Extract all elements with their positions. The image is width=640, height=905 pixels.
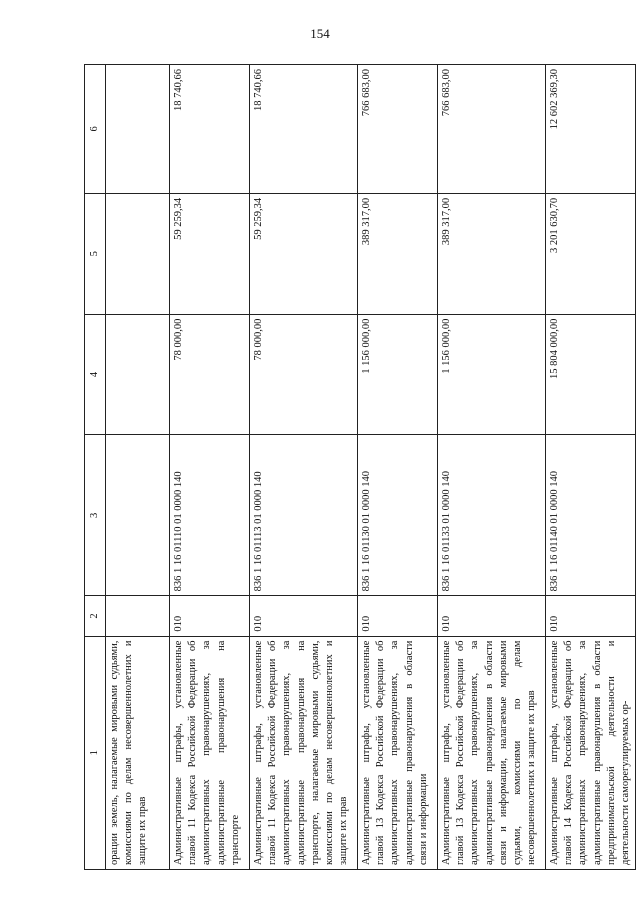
row-name: орации земель, налагаемые мировыми судьями, комиссиями по делам несовершеннолетних и защите их прав [106, 636, 170, 869]
row-col5 [106, 193, 170, 314]
row-kbk: 836 1 16 01130 01 0000 140 [358, 435, 438, 596]
row-kbk [106, 435, 170, 596]
row-kbk: 836 1 16 01140 01 0000 140 [546, 435, 636, 596]
table-row [170, 65, 250, 870]
row-col4: 15 804 000,00 [546, 314, 636, 435]
table-row [546, 65, 636, 870]
row-col6: 766 683,00 [438, 65, 546, 194]
row-col4: 1 156 000,00 [358, 314, 438, 435]
row-col5: 59 259,34 [250, 193, 358, 314]
row-col5: 3 201 630,70 [546, 193, 636, 314]
row-col6: 766 683,00 [358, 65, 438, 194]
header-col-6: 6 [85, 65, 106, 194]
row-name: Административные штрафы, установленные главой 11 Кодекса Российской Федерации об административных правонарушениях, за административные правонарушения на транспорте [170, 636, 250, 869]
header-col-1: 1 [85, 636, 106, 869]
header-col-5: 5 [85, 193, 106, 314]
row-kbk: 836 1 16 01113 01 0000 140 [250, 435, 358, 596]
row-col5: 59 259,34 [170, 193, 250, 314]
page-number: 154 [310, 26, 330, 41]
rotated-table-container [84, 64, 632, 870]
header-row [85, 65, 106, 870]
row-code: 010 [250, 596, 358, 636]
row-kbk: 836 1 16 01110 01 0000 140 [170, 435, 250, 596]
row-col6: 18 740,66 [170, 65, 250, 194]
row-name: Административные штрафы, установленные главой 13 Кодекса Российской Федерации об административных правонарушениях, за административные правонарушения в области связи и информации, налагаемые мировыми судьями, комиссиями по делам несовершеннолетних и защите их прав [438, 636, 546, 869]
row-col4: 78 000,00 [170, 314, 250, 435]
table-row [358, 65, 438, 870]
row-col6: 18 740,66 [250, 65, 358, 194]
table-row [106, 65, 170, 870]
header-col-2: 2 [85, 596, 106, 636]
row-code [106, 596, 170, 636]
row-kbk: 836 1 16 01133 01 0000 140 [438, 435, 546, 596]
header-col-3: 3 [85, 435, 106, 596]
row-col6 [106, 65, 170, 194]
budget-table [84, 64, 636, 870]
row-code: 010 [438, 596, 546, 636]
row-name: Административные штрафы, установленные главой 14 Кодекса Российской Федерации об административных правонарушениях, за административные правонарушения в области предпринимательской деятельности и деятельности саморегулируемых ор- [546, 636, 636, 869]
row-col4 [106, 314, 170, 435]
row-code: 010 [546, 596, 636, 636]
row-col4: 1 156 000,00 [438, 314, 546, 435]
row-col5: 389 317,00 [358, 193, 438, 314]
header-col-4: 4 [85, 314, 106, 435]
row-name: Административные штрафы, установленные главой 11 Кодекса Российской Федерации об административных правонарушениях, за административные правонарушения на транспорте, налагаемые мировыми судьями, комиссиями по делам несовершеннолетних и защите их прав [250, 636, 358, 869]
row-col5: 389 317,00 [438, 193, 546, 314]
row-code: 010 [358, 596, 438, 636]
row-col4: 78 000,00 [250, 314, 358, 435]
row-name: Административные штрафы, установленные главой 13 Кодекса Российской Федерации об административных правонарушениях, за административные правонарушения в области связи и информации [358, 636, 438, 869]
table-row [250, 65, 358, 870]
table-row [438, 65, 546, 870]
row-col6: 12 602 369,30 [546, 65, 636, 194]
row-code: 010 [170, 596, 250, 636]
